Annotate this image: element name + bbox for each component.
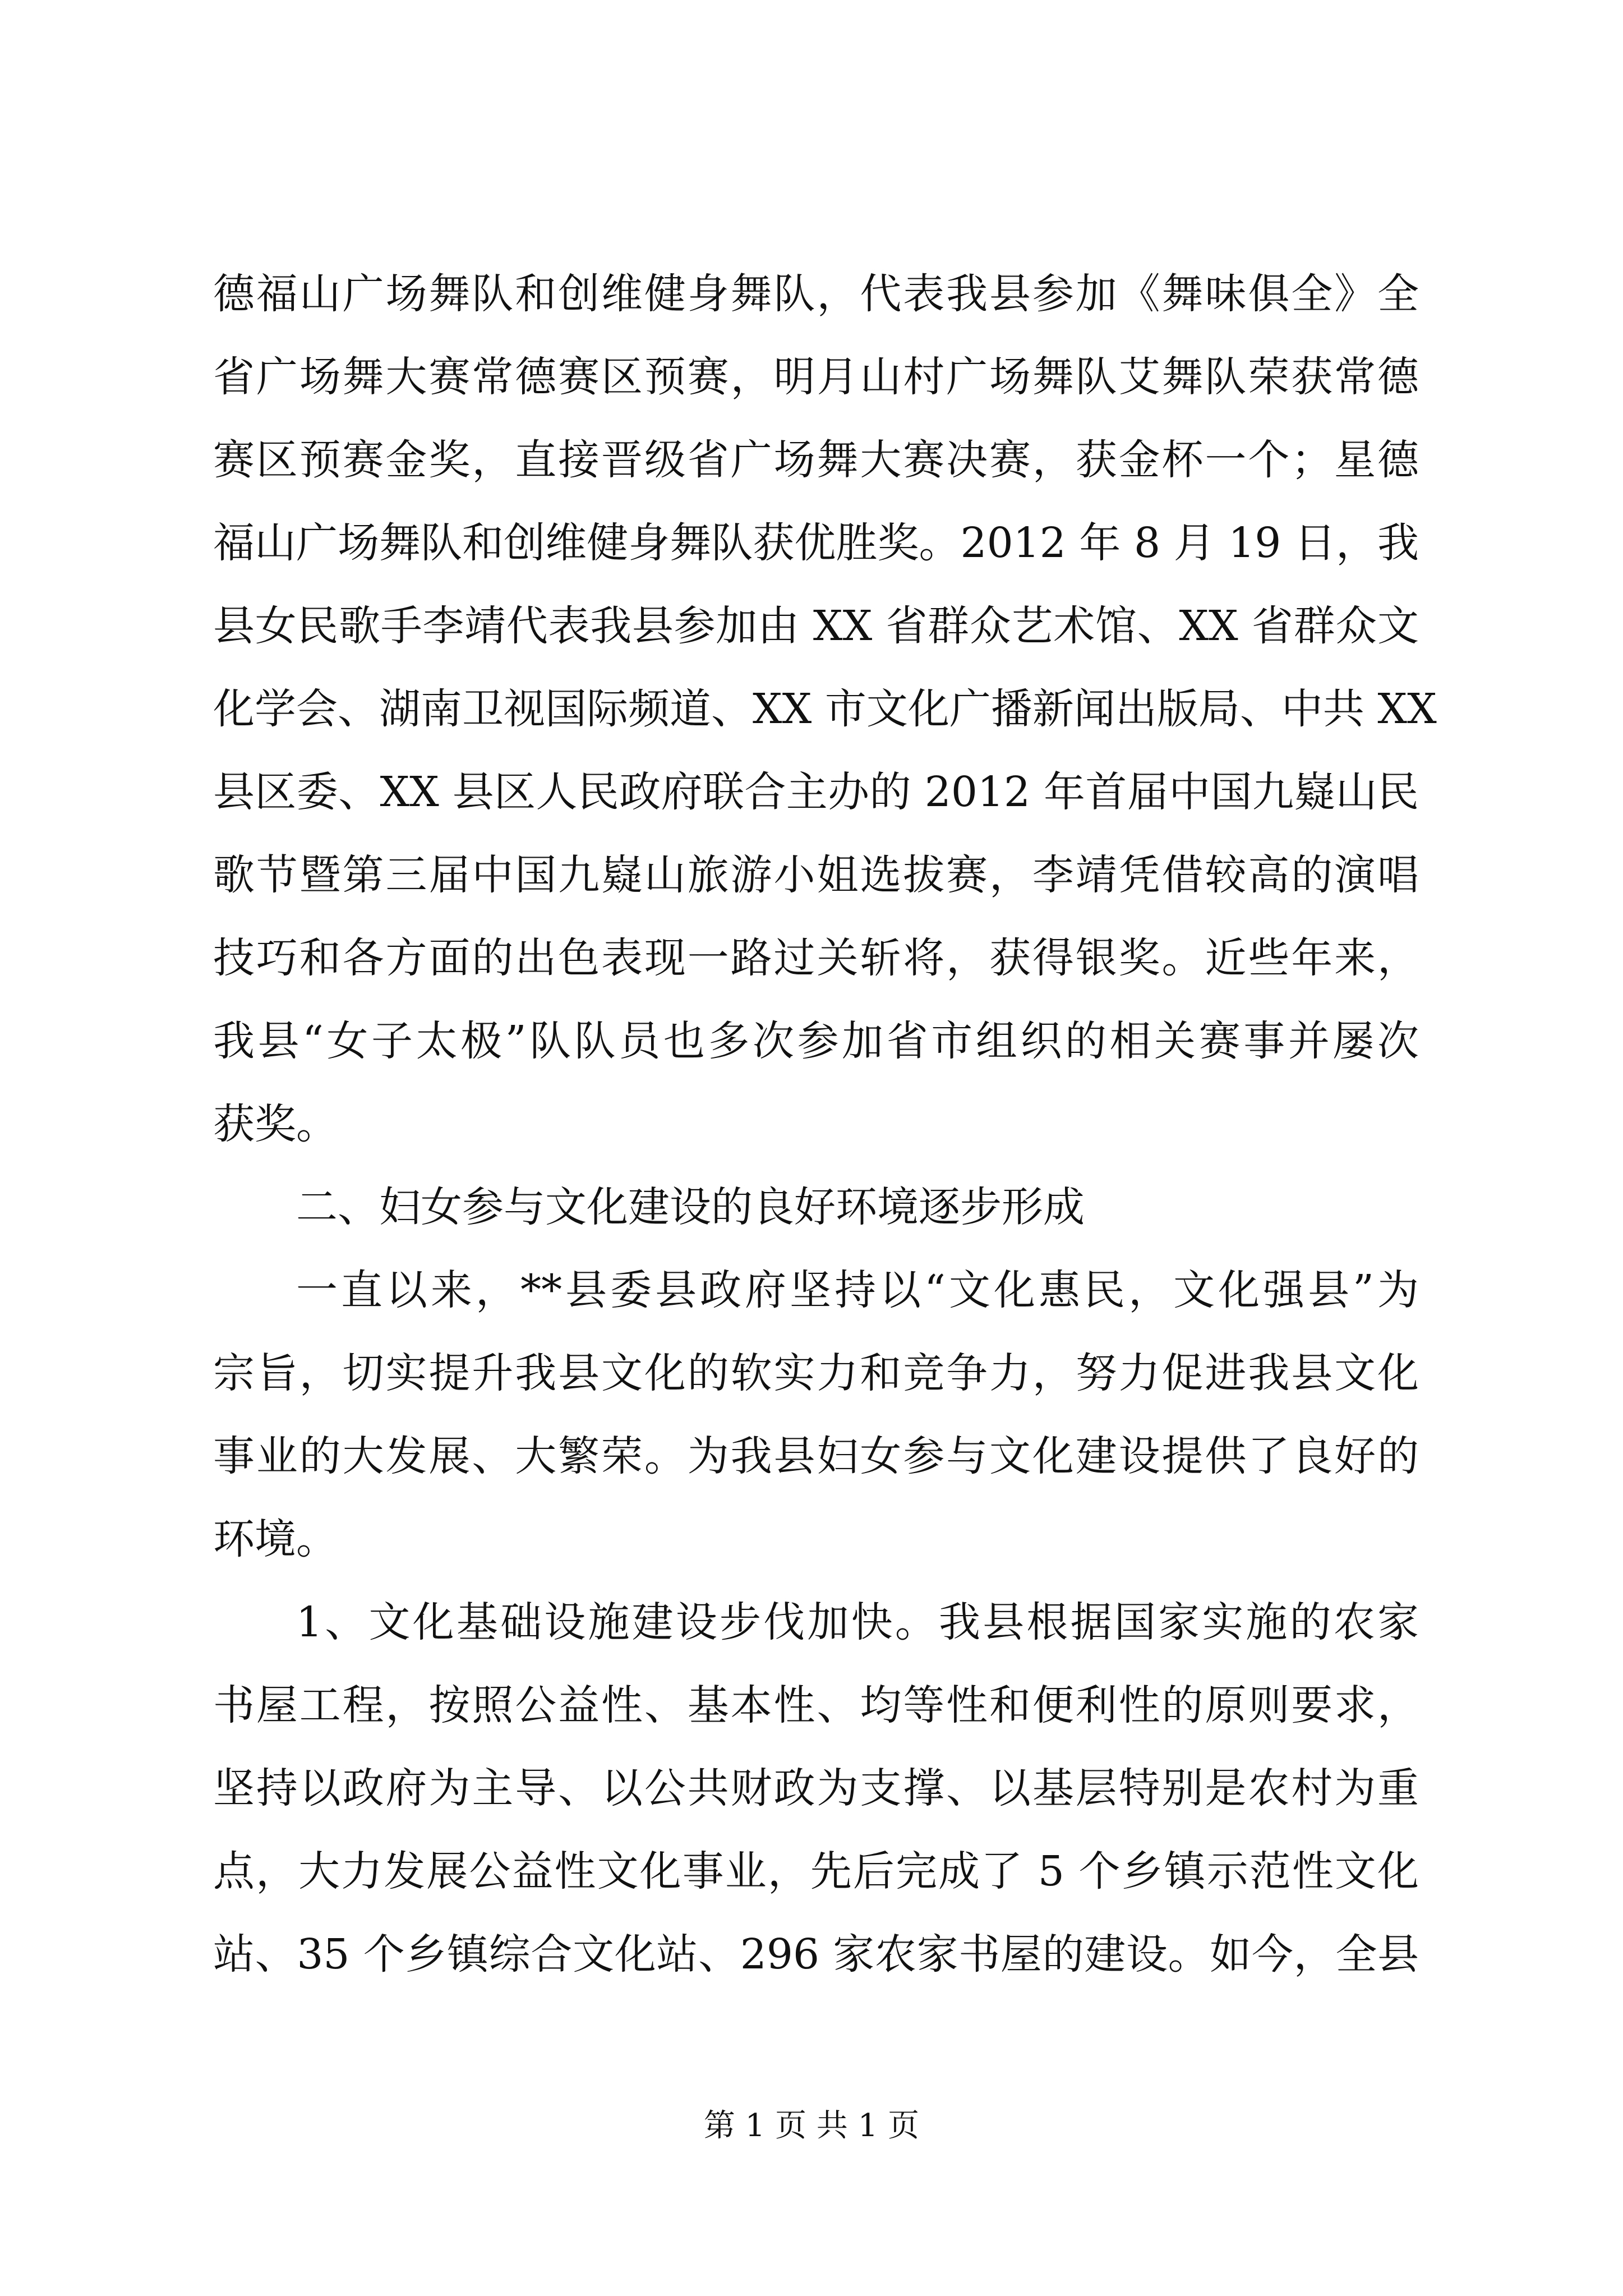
text-line: 省广场舞大赛常德赛区预赛，明月山村广场舞队艾舞队荣获常德 [213,353,1419,401]
body-text [213,252,1437,1996]
text-line: 一直以来，**县委县政府坚持以“文化惠民，文化强县”为 [296,1266,1419,1314]
text-line: 福山广场舞队和创维健身舞队获优胜奖。2012 年 8 月 19 日，我 [213,519,1419,567]
text-line: 赛区预赛金奖，直接晋级省广场舞大赛决赛，获金杯一个；星德 [213,436,1419,484]
text-line: 书屋工程，按照公益性、基本性、均等性和便利性的原则要求， [213,1681,1419,1729]
text-line: 技巧和各方面的出色表现一路过关斩将，获得银奖。近些年来， [213,934,1419,982]
text-line: 歌节暨第三届中国九嶷山旅游小姐选拔赛，李靖凭借较高的演唱 [213,851,1419,899]
section-heading: 二、妇女参与文化建设的良好环境逐步形成 [296,1183,1085,1231]
text-line: 事业的大发展、大繁荣。为我县妇女参与文化建设提供了良好的 [213,1432,1419,1480]
text-line: 坚持以政府为主导、以公共财政为支撑、以基层特别是农村为重 [213,1764,1419,1812]
text-line: 点，大力发展公益性文化事业，先后完成了 5 个乡镇示范性文化 [213,1847,1419,1895]
text-line: 县女民歌手李靖代表我县参加由 XX 省群众艺术馆、XX 省群众文 [213,602,1419,650]
text-line: 德福山广场舞队和创维健身舞队，代表我县参加《舞味俱全》全 [213,270,1419,318]
text-line: 宗旨，切实提升我县文化的软实力和竞争力，努力促进我县文化 [213,1349,1419,1397]
text-line: 1、文化基础设施建设步伐加快。我县根据国家实施的农家 [296,1598,1419,1646]
page-footer: 第 1 页 共 1 页 [703,2108,920,2144]
text-line: 站、35 个乡镇综合文化站、296 家农家书屋的建设。如今，全县 [213,1930,1419,1978]
text-line: 化学会、湖南卫视国际频道、XX 市文化广播新闻出版局、中共 XX [213,685,1437,733]
text-line: 环境。 [213,1515,338,1563]
text-line: 县区委、XX 县区人民政府联合主办的 2012 年首届中国九嶷山民 [213,768,1419,816]
text-line: 我县“女子太极”队队员也多次参加省市组织的相关赛事并屡次 [213,1017,1419,1065]
text-line: 获奖。 [213,1100,338,1148]
